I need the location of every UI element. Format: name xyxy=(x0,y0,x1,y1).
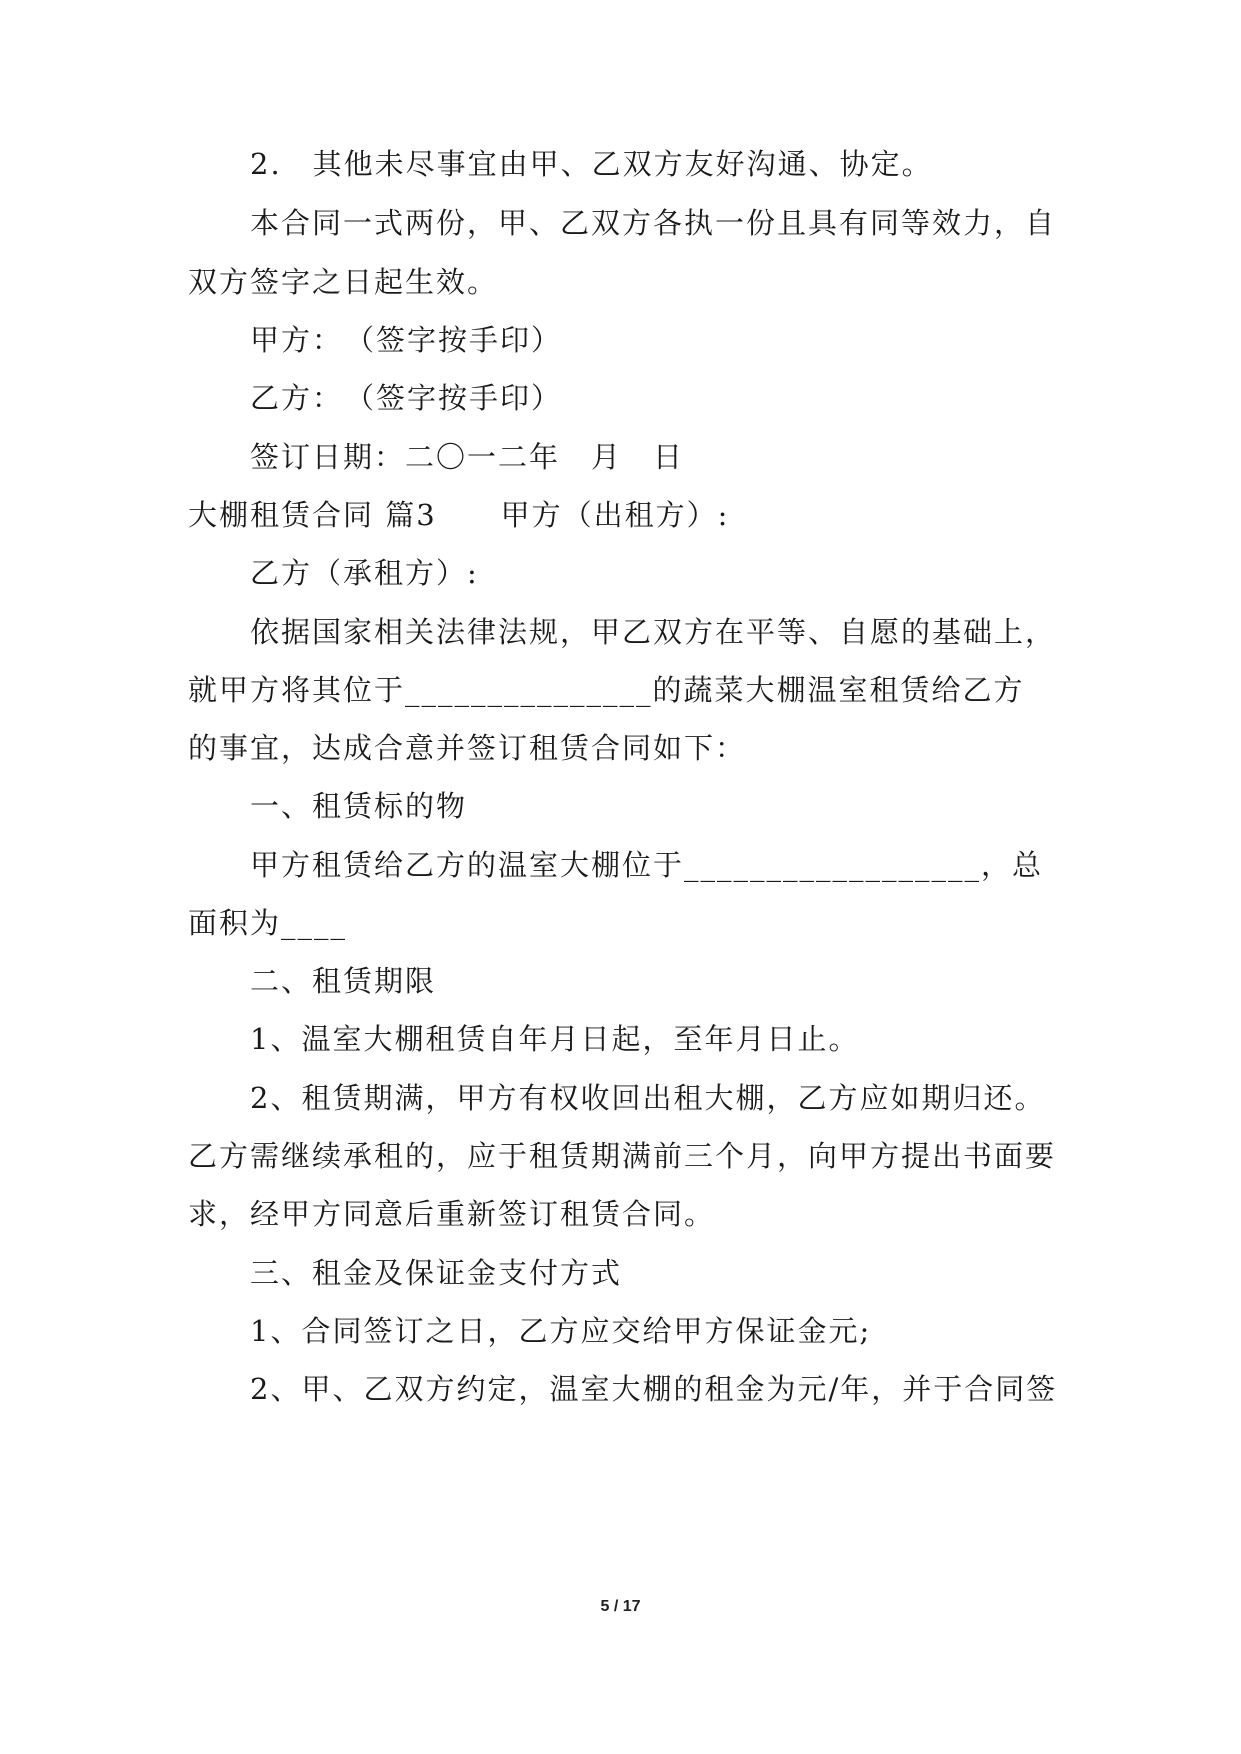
paragraph-line: 就甲方将其位于_______________的蔬菜大棚温室租赁给乙方 xyxy=(188,673,1025,707)
clause-heading: 二、租赁期限 xyxy=(250,964,437,998)
clause-heading: 一、租赁标的物 xyxy=(250,789,468,823)
section-heading-line xyxy=(188,495,729,535)
paragraph-line: 2、租赁期满，甲方有权收回出租大棚，乙方应如期归还。 xyxy=(250,1081,1046,1115)
lessor-label: 甲方（出租方）: xyxy=(500,498,730,532)
paragraph-line: 依据国家相关法律法规，甲乙双方在平等、自愿的基础上， xyxy=(250,615,1057,649)
paragraph-line: 1、温室大棚租赁自年月日起，至年月日止。 xyxy=(250,1022,860,1056)
paragraph-line: 本合同一式两份，甲、乙双方各执一份且具有同等效力，自 xyxy=(250,206,1057,240)
paragraph-line: 的事宜，达成合意并签订租赁合同如下： xyxy=(188,731,747,765)
paragraph-line: 双方签字之日起生效。 xyxy=(188,265,499,299)
paragraph-line: 甲方租赁给乙方的温室大棚位于__________________，总 xyxy=(250,848,1044,882)
signature-party-b: 乙方： （签字按手印） xyxy=(250,381,563,415)
signing-date: 签订日期：二〇一二年 月 日 xyxy=(250,440,685,474)
page-number: 5 / 17 xyxy=(600,1598,641,1615)
lessee-label: 乙方（承租方）: xyxy=(250,556,479,590)
paragraph-line: 面积为____ xyxy=(188,906,348,940)
contract-title: 大棚租赁合同 篇3 xyxy=(188,498,437,532)
paragraph-line: 2. 其他未尽事宜由甲、乙双方友好沟通、协定。 xyxy=(250,147,933,181)
signature-party-a: 甲方： （签字按手印） xyxy=(250,323,563,357)
paragraph-line: 求，经甲方同意后重新签订租赁合同。 xyxy=(188,1197,716,1231)
paragraph-line: 2、甲、乙双方约定，温室大棚的租金为元/年，并于合同签 xyxy=(250,1372,1058,1406)
clause-heading: 三、租金及保证金支付方式 xyxy=(250,1256,623,1290)
paragraph-line: 乙方需继续承租的，应于租赁期满前三个月，向甲方提出书面要 xyxy=(188,1139,1057,1173)
paragraph-line: 1、合同签订之日，乙方应交给甲方保证金元; xyxy=(250,1314,872,1348)
